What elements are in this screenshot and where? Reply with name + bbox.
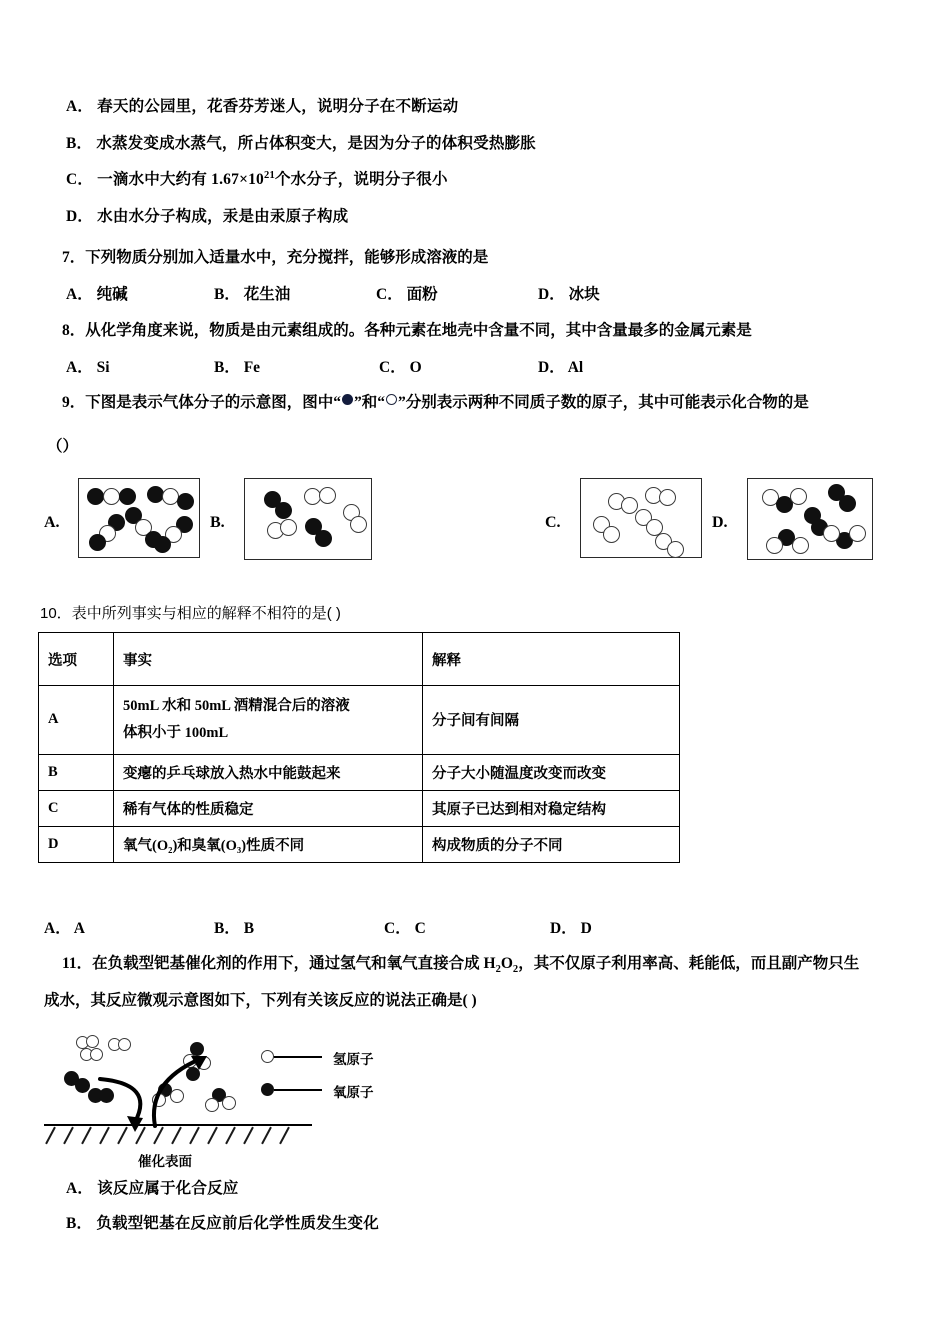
q10-option-b-label: B． bbox=[214, 920, 240, 937]
q10-option-a-label: A． bbox=[44, 920, 71, 937]
q7-stem bbox=[62, 245, 488, 267]
q8-option-c-text: O bbox=[409, 359, 422, 376]
fact-a-line1: 50mL 水和 50mL 酒精混合后的溶液 bbox=[123, 698, 350, 714]
table-row bbox=[39, 790, 680, 826]
q6-option-d-label: D． bbox=[66, 208, 94, 225]
q11-stem-1c: ，其不仅原子利用率高、耗能低，而且副产物只生 bbox=[518, 955, 860, 972]
q11-stem-1b: O bbox=[500, 955, 513, 972]
q9-stem bbox=[62, 390, 809, 412]
q10-option-d-label: D． bbox=[550, 920, 577, 937]
q6-option-c bbox=[66, 171, 448, 189]
q9-diagram-a bbox=[78, 478, 200, 558]
q8-option-a-text: Si bbox=[96, 359, 110, 376]
legend-hydrogen-label: 氢原子 bbox=[333, 1052, 374, 1067]
q8-stem bbox=[62, 318, 752, 340]
q8-option-d-text: Al bbox=[567, 359, 584, 376]
table-cell-explanation-d: 构成物质的分子不同 bbox=[423, 826, 680, 862]
q8-option-c-label: C． bbox=[379, 359, 406, 376]
q11-number: 11． bbox=[62, 955, 93, 972]
table-header-option: 选项 bbox=[39, 633, 114, 686]
q6-option-c-text-before: 一滴水中大约有 1.67×10 bbox=[97, 171, 265, 188]
table-header-fact: 事实 bbox=[114, 633, 423, 686]
q6-option-a bbox=[66, 98, 458, 116]
q7-number: 7． bbox=[62, 249, 86, 266]
hollow-atom-icon bbox=[386, 394, 397, 405]
q6-option-d-text: 水由水分子构成，汞是由汞原子构成 bbox=[97, 208, 349, 225]
q11-option-b-label: B． bbox=[66, 1215, 93, 1232]
q8-option-d-label: D． bbox=[538, 359, 565, 376]
q10-stem-text: 表中所列事实与相应的解释不相符的是( ) bbox=[71, 605, 341, 622]
q9-option-a-label: A. bbox=[44, 514, 60, 531]
q10-facts-table bbox=[38, 632, 680, 863]
q6-option-b-label: B． bbox=[66, 135, 93, 152]
fact-a-line2: 体积小于 100mL bbox=[123, 724, 229, 741]
q9-diagram-c bbox=[580, 478, 702, 558]
q7-option-d-label: D． bbox=[538, 286, 565, 303]
q8-option-b-text: Fe bbox=[243, 359, 261, 376]
q11-stem-1a: 在负载型钯基催化剂的作用下，通过氢气和氧气直接合成 H bbox=[92, 955, 496, 972]
table-header-explanation: 解释 bbox=[423, 633, 680, 686]
q9-number: 9． bbox=[62, 394, 86, 411]
q6-option-d bbox=[66, 208, 348, 226]
q7-option-b-label: B． bbox=[214, 286, 240, 303]
table-row bbox=[39, 686, 680, 755]
q7-stem-text: 下列物质分别加入适量水中，充分搅拌，能够形成溶液的是 bbox=[85, 249, 489, 266]
q6-option-a-label: A． bbox=[66, 98, 94, 115]
table-cell-option-b: B bbox=[39, 754, 114, 790]
q7-option-a-label: A． bbox=[66, 286, 93, 303]
q11-sub-1: 2 bbox=[495, 964, 501, 976]
table-cell-fact-d: 氧气(O₂)和臭氧(O₃)性质不同 bbox=[114, 826, 423, 862]
q7-option-c-text: 面粉 bbox=[406, 286, 438, 303]
table-header-row bbox=[39, 633, 680, 686]
q6-option-c-label: C． bbox=[66, 171, 94, 188]
table-cell-option-c: C bbox=[39, 790, 114, 826]
q11-option-a-text: 该反应属于化合反应 bbox=[97, 1180, 239, 1197]
q10-option-c-text: C bbox=[414, 920, 426, 937]
q9-option-d-label: D. bbox=[712, 514, 728, 531]
q8-option-b-label: B． bbox=[214, 359, 240, 376]
q11-stem-line1 bbox=[62, 951, 860, 976]
q10-option-c-label: C． bbox=[384, 920, 411, 937]
q9-stem-part2: ”和“ bbox=[354, 394, 386, 411]
q9-stem-line2: （） bbox=[47, 438, 79, 455]
q8-number: 8． bbox=[62, 322, 86, 339]
table-cell-explanation-c: 其原子已达到相对稳定结构 bbox=[423, 790, 680, 826]
q11-option-a bbox=[66, 1180, 238, 1198]
q8-stem-text: 从化学角度来说，物质是由元素组成的。各种元素在地壳中含量不同，其中含量最多的金属元素是 bbox=[85, 322, 752, 339]
legend-oxygen-label: 氧原子 bbox=[333, 1085, 374, 1100]
q6-option-b bbox=[66, 135, 536, 153]
q11-option-a-label: A． bbox=[66, 1180, 94, 1197]
catalytic-surface-line bbox=[44, 1124, 312, 1126]
table-row bbox=[39, 754, 680, 790]
q10-option-a-text: A bbox=[73, 920, 85, 937]
q9-diagram-b bbox=[244, 478, 372, 560]
table-cell-option-d: D bbox=[39, 826, 114, 862]
q9-stem-part1: 下图是表示气体分子的示意图，图中“ bbox=[85, 394, 342, 411]
q10-option-d-text: D bbox=[580, 920, 592, 937]
q11-stem-line2: 成水，其反应微观示意图如下，下列有关该反应的说法正确是( ) bbox=[44, 992, 477, 1009]
q7-option-c-label: C． bbox=[376, 286, 403, 303]
q11-sub-2: 2 bbox=[512, 964, 519, 976]
table-cell-fact-c: 稀有气体的性质稳定 bbox=[114, 790, 423, 826]
q10-stem bbox=[40, 602, 341, 623]
q7-option-b-text: 花生油 bbox=[243, 286, 291, 303]
q7-option-d-text: 冰块 bbox=[568, 286, 600, 303]
q9-diagram-d bbox=[747, 478, 873, 560]
q10-number: 10． bbox=[40, 605, 72, 622]
q6-option-c-exponent: 21 bbox=[264, 169, 275, 181]
catalytic-surface-label: 催化表面 bbox=[138, 1154, 192, 1169]
q9-option-c-label: C. bbox=[545, 514, 561, 531]
q10-option-b-text: B bbox=[243, 920, 255, 937]
table-row bbox=[39, 826, 680, 862]
filled-atom-icon bbox=[342, 394, 353, 405]
q9-stem-part3: ”分别表示两种不同质子数的原子，其中可能表示化合物的是 bbox=[398, 394, 809, 411]
table-cell-explanation-a: 分子间有间隔 bbox=[423, 686, 680, 755]
table-cell-explanation-b: 分子大小随温度改变而改变 bbox=[423, 754, 680, 790]
q11-option-b-text: 负载型钯基在反应前后化学性质发生变化 bbox=[96, 1215, 379, 1232]
reaction-arrows-icon bbox=[95, 1054, 295, 1164]
q6-option-c-text-after: 个水分子，说明分子很小 bbox=[274, 171, 448, 188]
q6-option-b-text: 水蒸发变成水蒸气，所占体积变大，是因为分子的体积受热膨胀 bbox=[96, 135, 536, 152]
q6-option-a-text: 春天的公园里，花香芬芳迷人，说明分子在不断运动 bbox=[97, 98, 459, 115]
table-cell-option-a: A bbox=[39, 686, 114, 755]
q9-option-b-label: B. bbox=[210, 514, 225, 531]
q11-catalysis-diagram bbox=[40, 1026, 440, 1169]
table-cell-fact-b: 变瘪的乒乓球放入热水中能鼓起来 bbox=[114, 754, 423, 790]
table-cell-fact-a bbox=[114, 686, 423, 755]
q11-option-b bbox=[66, 1215, 379, 1233]
q8-option-a-label: A． bbox=[66, 359, 93, 376]
q7-option-a-text: 纯碱 bbox=[96, 286, 128, 303]
